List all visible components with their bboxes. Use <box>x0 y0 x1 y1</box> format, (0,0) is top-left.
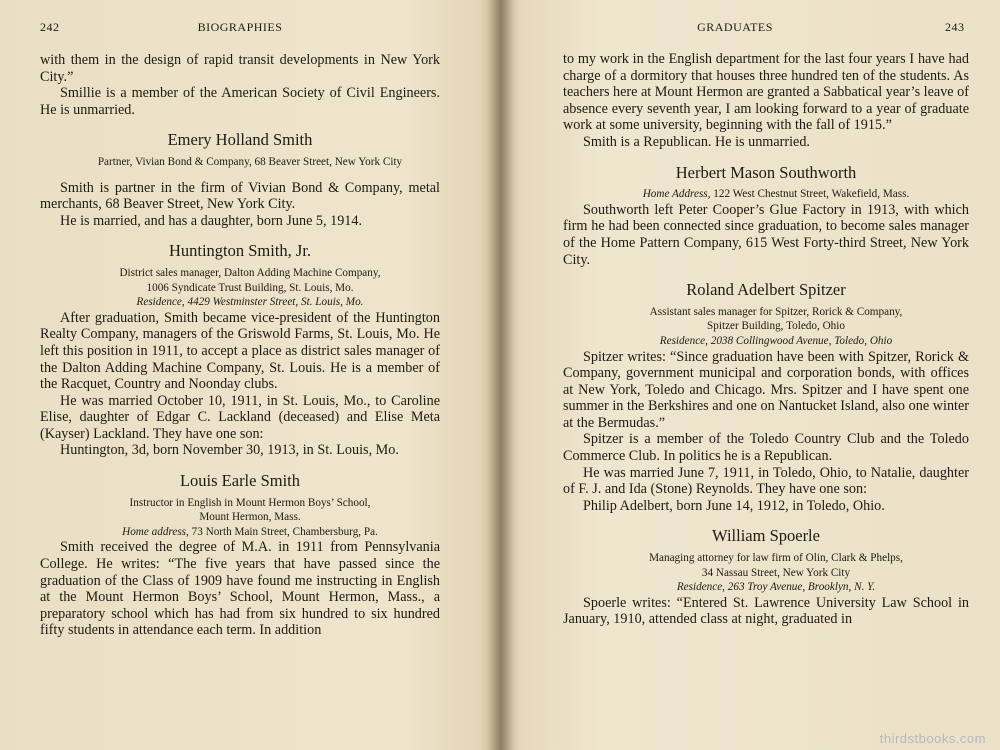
paragraph: to my work in the English department for the last four years I have had charge of a dormitory that houses three hundred ten of the students. As teachers here at Mount Hermon are granted a Sabbatical year’s leave of absence every seventh year, I am looking forward to a year of graduate work at some university, beginning with the fall of 1915.” <box>563 51 969 134</box>
biography-position: 1006 Syndicate Trust Building, St. Louis, Mo. <box>146 281 354 294</box>
paragraph: Southworth left Peter Cooper’s Glue Factory in 1913, with which firm he had been connected since graduation, to become sales manager of the Home Pattern Company, 615 West Forty-third Street, New York City. <box>563 201 969 268</box>
watermark: thirdstbooks.com <box>879 731 986 746</box>
biography-position: Partner, Vivian Bond & Company, 68 Beaver Street, New York City <box>97 155 403 168</box>
right-page <box>500 0 1000 750</box>
biography-position: District sales manager, Dalton Adding Machine Company, <box>119 266 381 279</box>
biography-name: Herbert Mason Southworth <box>675 162 857 182</box>
home-address-label: Home Address, <box>642 188 711 201</box>
biography-name: William Spoerle <box>712 526 820 546</box>
biography-home-address <box>563 187 969 202</box>
paragraph: Smith received the degree of M.A. in 1911 from Pennsylvania College. He writes: “The five years that have passed since the graduation of the Class of 1909 have found me instructing in English at the Mount Hermon Boys’ School, Mount Hermon, Mass., a preparatory school which has had from six hundred to six hundred fifty students in attendance each term. In addition <box>40 539 440 639</box>
biography-position: Mount Hermon, Mass. <box>199 511 301 524</box>
biography-residence: Residence, 4429 Westminster Street, St. Louis, Mo. <box>136 296 364 309</box>
paragraph: Huntington, 3d, born November 30, 1913, in St. Louis, Mo. <box>60 442 399 459</box>
home-address-value: 73 North Main Street, Chambersburg, Pa. <box>191 525 378 538</box>
home-address-label: Home address, <box>122 525 189 538</box>
biography-name: Emery Holland Smith <box>167 130 313 150</box>
biography-residence: Residence, 2038 Collingwood Avenue, Toledo, Ohio <box>659 334 893 347</box>
paragraph: He was married June 7, 1911, in Toledo, Ohio, to Natalie, daughter of F. J. and Ida (Stone) Reynolds. They have one son: <box>563 464 969 498</box>
paragraph: Smillie is a member of the American Society of Civil Engineers. He is unmarried. <box>40 85 440 118</box>
biography-position: Spitzer Building, Toledo, Ohio <box>707 320 845 333</box>
paragraph: Spoerle writes: “Entered St. Lawrence University Law School in January, 1910, attended class at night, graduated in <box>563 594 969 628</box>
paragraph: He is married, and has a daughter, born June 5, 1914. <box>60 212 363 229</box>
book-gutter-shadow <box>488 0 514 750</box>
paragraph: Spitzer is a member of the Toledo Country Club and the Toledo Commerce Club. In politics he is a Republican. <box>563 431 969 465</box>
biography-name: Roland Adelbert Spitzer <box>686 280 846 300</box>
paragraph: He was married October 10, 1911, in St. Louis, Mo., to Caroline Elise, daughter of Edgar C. Lackland (deceased) and Elise Meta (Kayser) Lackland. They have one son: <box>40 392 440 442</box>
biography-position: Instructor in English in Mount Hermon Boys’ School, <box>129 496 371 509</box>
paragraph: Smith is partner in the firm of Vivian Bond & Company, metal merchants, 68 Beaver Street, New York City. <box>40 179 440 213</box>
paragraph: Smith is a Republican. He is unmarried. <box>583 133 810 150</box>
running-head: BIOGRAPHIES <box>197 20 283 34</box>
paragraph: Philip Adelbert, born June 14, 1912, in Toledo, Ohio. <box>583 497 885 514</box>
biography-name: Huntington Smith, Jr. <box>168 241 312 261</box>
paragraph: with them in the design of rapid transit developments in New York City.” <box>40 52 440 85</box>
page-number: 243 <box>945 20 965 34</box>
paragraph: After graduation, Smith became vice-president of the Huntington Realty Company, managers of the Griswold Farms, St. Louis, Mo. He left this position in 1911, to accept a place as district sales manager of the Dalton Adding Machine Company, St. Louis. He is a member of the Racquet, Country and Noonday clubs. <box>40 309 440 393</box>
biography-position: Assistant sales manager for Spitzer, Rorick & Company, <box>649 305 903 318</box>
left-text-column <box>40 52 440 639</box>
running-head: GRADUATES <box>697 20 773 34</box>
biography-position: Managing attorney for law firm of Olin, Clark & Phelps, <box>649 552 903 565</box>
home-address-value: 122 West Chestnut Street, Wakefield, Mass. <box>713 188 910 201</box>
page-number: 242 <box>40 20 60 34</box>
biography-name: Louis Earle Smith <box>179 471 301 491</box>
paragraph: Spitzer writes: “Since graduation have been with Spitzer, Rorick & Company, government municipal and corporation bonds, with offices at New York, Toledo and Chicago. Mrs. Spitzer and I have spent one summer in the Berkshires and one on Nantucket Island, also one winter at the Bermudas.” <box>563 348 969 431</box>
biography-residence: Residence, 263 Troy Avenue, Brooklyn, N. Y. <box>676 581 876 594</box>
biography-home-address <box>40 525 440 540</box>
right-text-column <box>563 51 969 628</box>
biography-position: 34 Nassau Street, New York City <box>701 566 851 579</box>
